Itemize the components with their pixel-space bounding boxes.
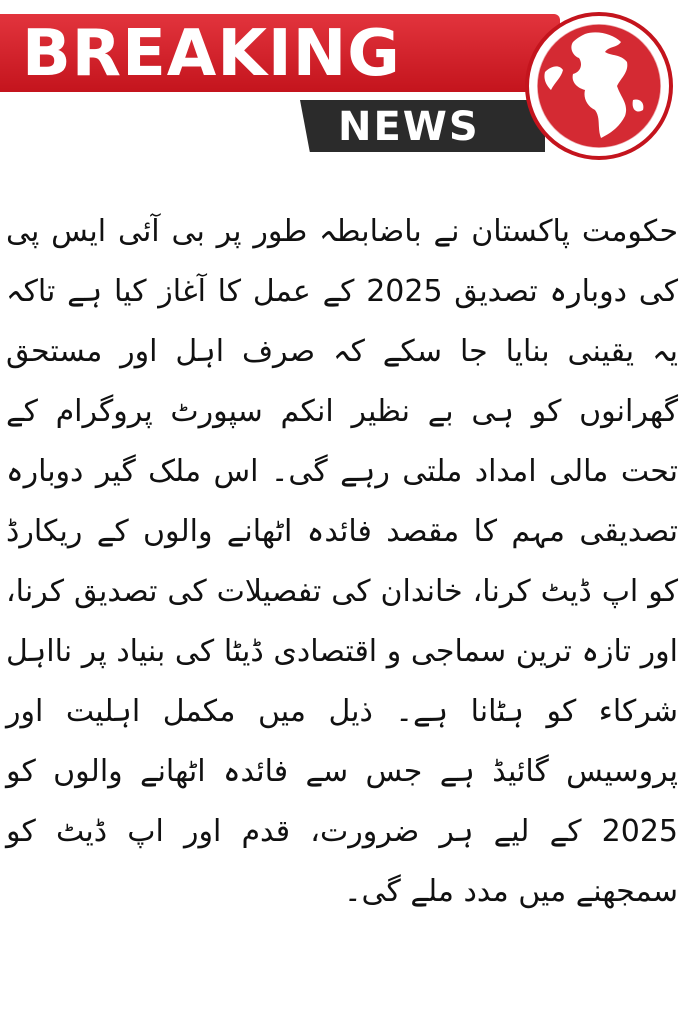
breaking-label: BREAKING: [22, 17, 401, 91]
globe-icon: [525, 12, 673, 160]
article-body: حکومت پاکستان نے باضابطہ طور پر بی آئی ایس پی کی دوبارہ تصدیق 2025 کے عمل کا آغاز کیا ہے تاکہ یہ یقینی بنایا جا سکے کہ صرف اہل اور مستحق گھرانوں کو ہی بے نظیر انکم سپورٹ پروگرام کے تحت مالی امداد ملتی رہے گی۔ اس ملک گیر دوبارہ تصدیقی مہم کا مقصد فائدہ اٹھانے والوں کے ریکارڈ کو اپ ڈیٹ کرنا، خاندان کی تفصیلات کی تصدیق کرنا، اور تازہ ترین سماجی و اقتصادی ڈیٹا کی بنیاد پر نااہل شرکاء کو ہٹانا ہے۔ ذیل میں مکمل اہلیت اور پروسیس گائیڈ ہے جس سے فائدہ اٹھانے والوں کو 2025 کے لیے ہر ضرورت، قدم اور اپ ڈیٹ کو سمجھنے میں مدد ملے گی۔: [6, 214, 678, 909]
breaking-news-header: [0, 0, 683, 170]
news-label: NEWS: [338, 104, 480, 150]
